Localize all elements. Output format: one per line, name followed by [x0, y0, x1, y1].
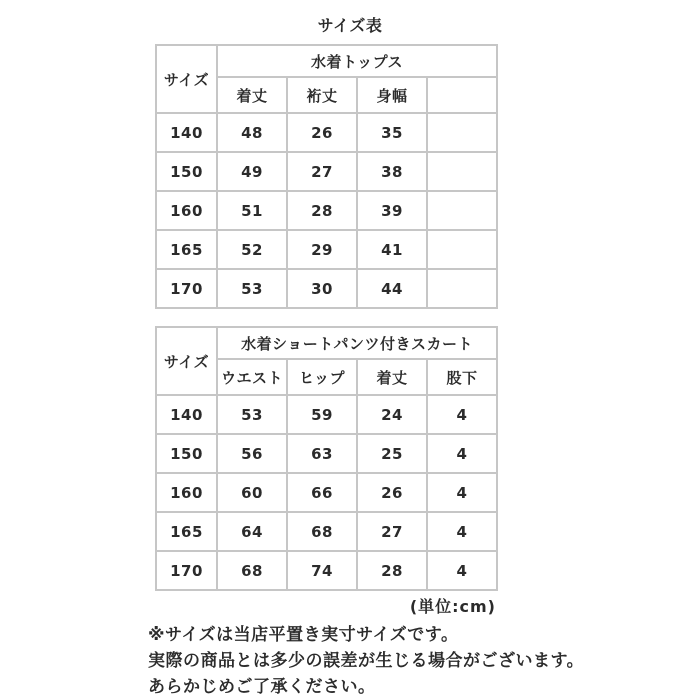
- table-row: [156, 512, 497, 551]
- tables-container: [155, 44, 496, 591]
- value-cell: 4: [427, 473, 497, 512]
- size-cell: 150: [156, 152, 217, 191]
- size-cell: 170: [156, 551, 217, 590]
- value-cell: 26: [287, 113, 357, 152]
- value-cell: 27: [357, 512, 427, 551]
- value-cell: 24: [357, 395, 427, 434]
- value-cell: 39: [357, 191, 427, 230]
- group-header-tops: 水着トップス: [217, 45, 497, 77]
- size-cell: 140: [156, 113, 217, 152]
- size-cell: 150: [156, 434, 217, 473]
- size-cell: 165: [156, 230, 217, 269]
- value-cell: 44: [357, 269, 427, 308]
- page-title: サイズ表: [317, 16, 383, 35]
- footnotes: [148, 622, 700, 700]
- value-cell: 26: [357, 473, 427, 512]
- value-cell: [427, 230, 497, 269]
- footnote-line: ※サイズは当店平置き実寸サイズです。: [148, 625, 459, 645]
- value-cell: 49: [217, 152, 287, 191]
- value-cell: 56: [217, 434, 287, 473]
- size-corner-header: サイズ: [156, 327, 217, 395]
- table-row: [156, 113, 497, 152]
- value-cell: 4: [427, 551, 497, 590]
- size-cell: 160: [156, 191, 217, 230]
- size-table-skirt: [155, 326, 498, 591]
- value-cell: 68: [287, 512, 357, 551]
- column-header: 着丈: [217, 77, 287, 113]
- value-cell: 64: [217, 512, 287, 551]
- value-cell: 53: [217, 395, 287, 434]
- value-cell: 35: [357, 113, 427, 152]
- table-row: [156, 191, 497, 230]
- table-row: [156, 269, 497, 308]
- column-header-empty: [427, 77, 497, 113]
- value-cell: [427, 152, 497, 191]
- value-cell: 38: [357, 152, 427, 191]
- table-body: [156, 113, 497, 308]
- column-header: ヒップ: [287, 359, 357, 395]
- value-cell: 51: [217, 191, 287, 230]
- value-cell: 68: [217, 551, 287, 590]
- size-cell: 170: [156, 269, 217, 308]
- column-header: ウエスト: [217, 359, 287, 395]
- table-row: [156, 395, 497, 434]
- group-header-skirt: 水着ショートパンツ付きスカート: [217, 327, 497, 359]
- value-cell: 74: [287, 551, 357, 590]
- footnote-line: あらかじめご了承ください。: [148, 677, 376, 697]
- size-corner-header: サイズ: [156, 45, 217, 113]
- unit-note: (単位:cm): [409, 597, 496, 616]
- value-cell: 41: [357, 230, 427, 269]
- value-cell: 28: [287, 191, 357, 230]
- size-cell: 140: [156, 395, 217, 434]
- size-cell: 165: [156, 512, 217, 551]
- table-row: [156, 152, 497, 191]
- column-header: 着丈: [357, 359, 427, 395]
- value-cell: 29: [287, 230, 357, 269]
- value-cell: 60: [217, 473, 287, 512]
- size-cell: 160: [156, 473, 217, 512]
- value-cell: 28: [357, 551, 427, 590]
- table-header-row: [156, 45, 497, 77]
- column-header: 裄丈: [287, 77, 357, 113]
- value-cell: 30: [287, 269, 357, 308]
- value-cell: 4: [427, 434, 497, 473]
- table-row: [156, 230, 497, 269]
- value-cell: 66: [287, 473, 357, 512]
- value-cell: [427, 191, 497, 230]
- value-cell: 63: [287, 434, 357, 473]
- value-cell: 4: [427, 512, 497, 551]
- value-cell: 59: [287, 395, 357, 434]
- value-cell: 4: [427, 395, 497, 434]
- table-header-row: [156, 327, 497, 359]
- table-row: [156, 434, 497, 473]
- column-header: 股下: [427, 359, 497, 395]
- column-header: 身幅: [357, 77, 427, 113]
- value-cell: 52: [217, 230, 287, 269]
- table-row: [156, 473, 497, 512]
- value-cell: [427, 269, 497, 308]
- value-cell: [427, 113, 497, 152]
- value-cell: 27: [287, 152, 357, 191]
- value-cell: 53: [217, 269, 287, 308]
- value-cell: 48: [217, 113, 287, 152]
- table-row: [156, 551, 497, 590]
- size-table-tops: [155, 44, 498, 309]
- table-body: [156, 395, 497, 590]
- value-cell: 25: [357, 434, 427, 473]
- footnote-line: 実際の商品とは多少の誤差が生じる場合がございます。: [148, 651, 585, 671]
